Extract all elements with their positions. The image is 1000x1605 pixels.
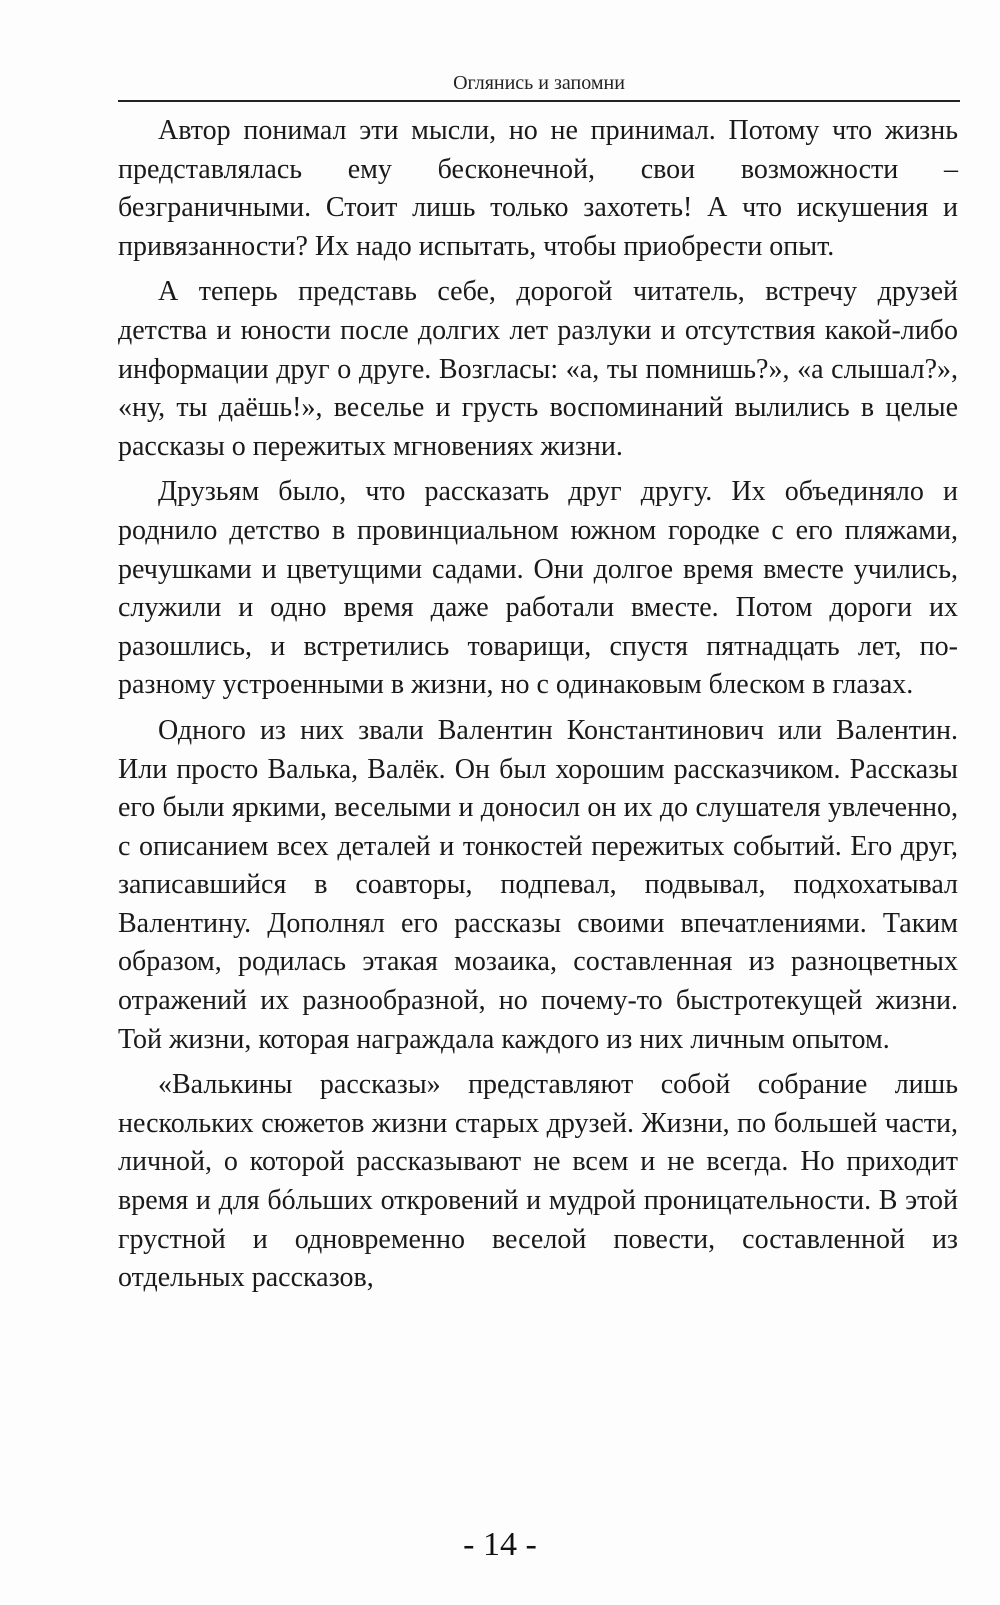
paragraph-1: Автор понимал эти мысли, но не принимал. Потому что жизнь представлялась ему бесконечной, свои возможности – безграничными. Стоит лишь только захотеть! А что искушения и привязанности? Их надо испытать, чтобы приобрести опыт.	[118, 115, 958, 262]
paragraph-5: «Валькины рассказы» представляют собой собрание лишь нескольких сюжетов жизни старых друзей. Жизни, по большей части, личной, о которой рассказывают не всем и не всегда. Но приходит время и для бóльших откровений и мудрой проницательности. В этой грустной и одновременно веселой повести, составленной из отдельных рассказов,	[118, 1069, 958, 1294]
paragraph-3: Друзьям было, что рассказать друг другу. Их объединяло и роднило детство в провинциальном южном городке с его пляжами, речушками и цветущими садами. Они долгое время вместе учились, служили и одно время даже работали вместе. Потом дороги их разошлись, и встретились товарищи, спустя пятнадцать лет, по-разному устроенными в жизни, но с одинаковым блеском в глазах.	[118, 476, 958, 701]
running-header: Оглянись и запомни	[453, 72, 625, 94]
paragraph-4: Одного из них звали Валентин Константинович или Валентин. Или просто Валька, Валёк. Он был хорошим рассказчиком. Рассказы его были яркими, веселыми и доносил он их до слушателя увлеченно, с описанием всех деталей и тонкостей пережитых событий. Его друг, записавшийся в соавторы, подпевал, подвывал, подхохатывал Валентину. Дополнял его рассказы своими впечатлениями. Таким образом, родилась этакая мозаика, составленная из разноцветных отражений их разнообразной, но почему-то быстротекущей жизни. Той жизни, которая награждала каждого из них личным опытом.	[118, 714, 958, 1055]
paragraph-2: А теперь представь себе, дорогой читатель, встречу друзей детства и юности после долгих лет разлуки и отсутствия какой-либо информации друг о друге. Возгласы: «а, ты помнишь?», «а слышал?», «ну, ты даёшь!», веселье и грусть воспоминаний вылились в целые рассказы о пережитых мгновениях жизни.	[118, 276, 958, 462]
body-text	[118, 112, 958, 1305]
page-number: - 14 -	[463, 1526, 537, 1563]
header-rule	[118, 100, 960, 102]
